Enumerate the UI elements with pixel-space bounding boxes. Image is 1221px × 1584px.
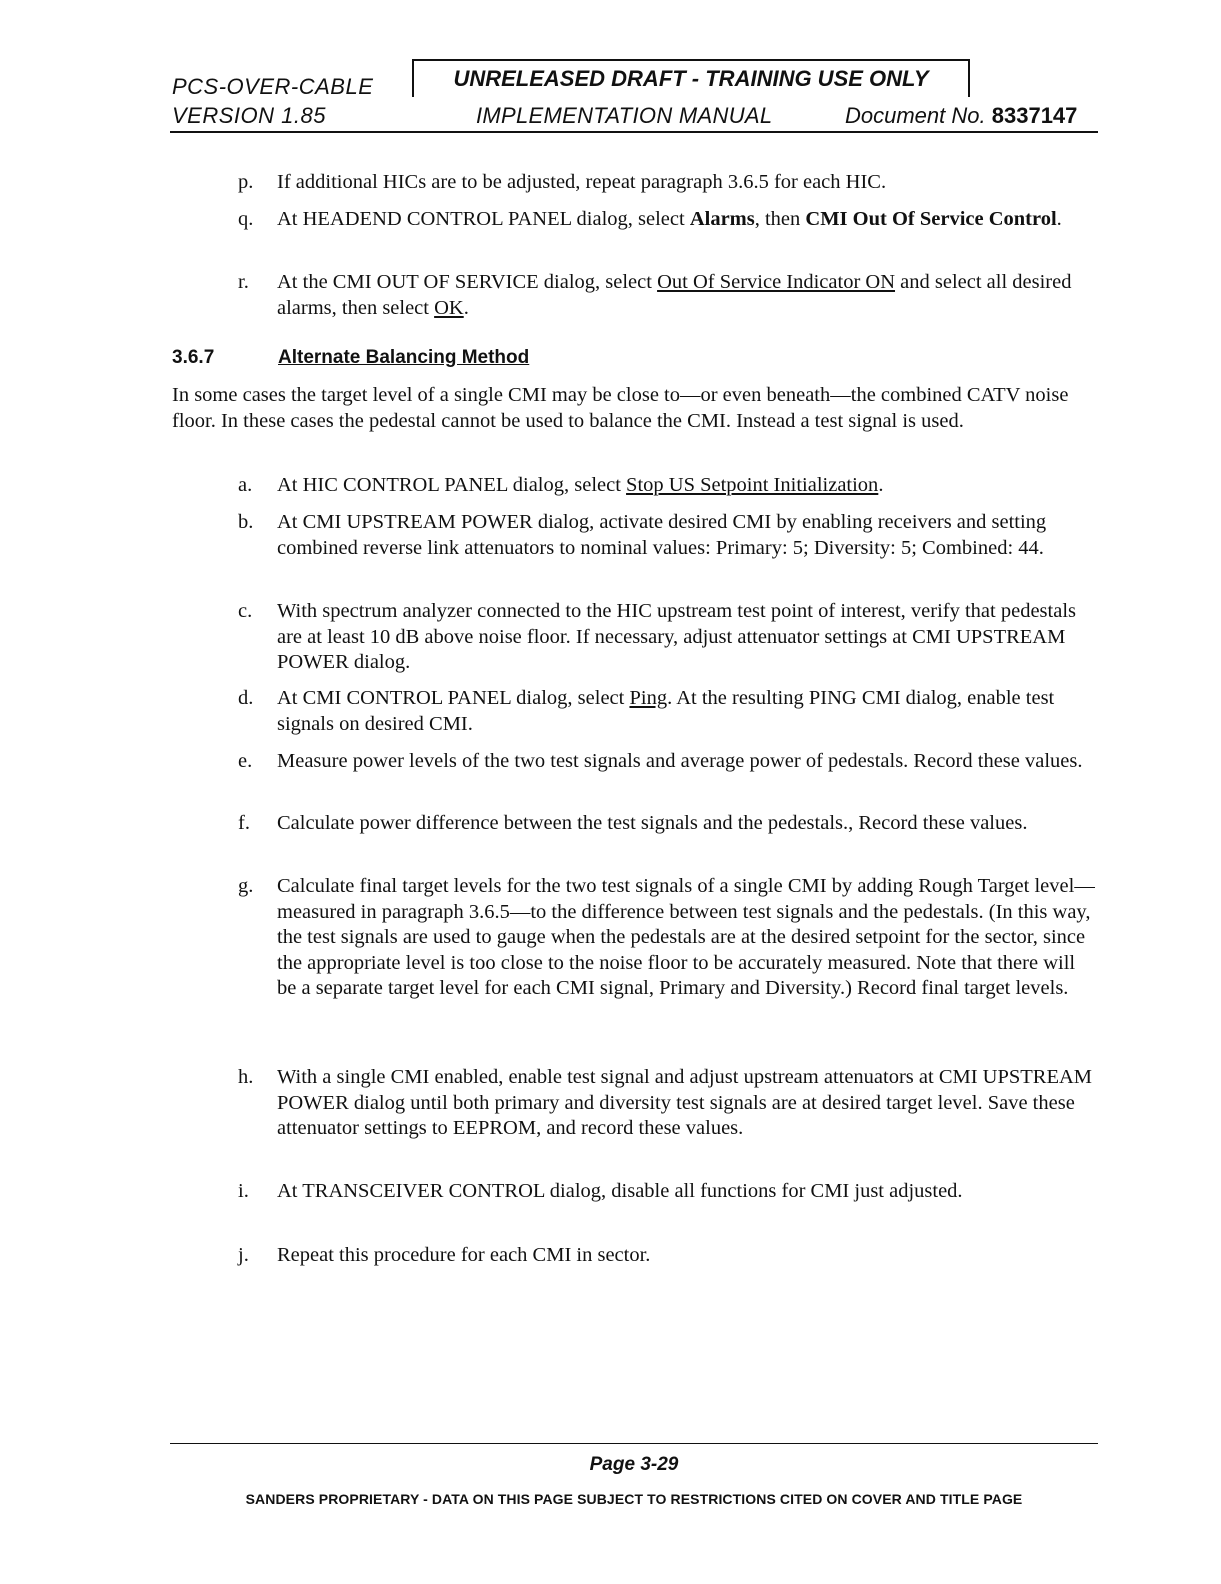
step-text bbox=[277, 749, 1097, 775]
step-text-run: With spectrum analyzer connected to the HIC upstream test point of interest, verify that pedestals are at least 10 dB above noise floor. If necessary, adjust attenuator settings at CMI UPSTREAM POWER dialog. bbox=[277, 600, 1076, 673]
step-text-run: and select all desired alarms, then select bbox=[277, 271, 1072, 319]
step-text bbox=[277, 207, 1097, 233]
step-text-run: . At the resulting PING CMI dialog, enable test signals on desired CMI. bbox=[277, 687, 1055, 735]
step-text bbox=[277, 599, 1097, 676]
step-label: r. bbox=[238, 271, 249, 293]
step-text-run: If additional HICs are to be adjusted, repeat paragraph 3.6.5 for each HIC. bbox=[277, 171, 887, 193]
step-text-run: With a single CMI enabled, enable test signal and adjust upstream attenuators at CMI UPSTREAM POWER dialog until both primary and diversity test signals are at desired target level. Save these attenuator settings to EEPROM, and record these values. bbox=[277, 1066, 1093, 1139]
step-text-run: . bbox=[1056, 208, 1062, 230]
header-document-number bbox=[845, 103, 1077, 129]
step-label: i. bbox=[238, 1180, 249, 1202]
step-text bbox=[277, 874, 1097, 1002]
footer-rule bbox=[170, 1443, 1098, 1444]
step-label: p. bbox=[238, 171, 254, 193]
header-rule bbox=[170, 131, 1098, 133]
step-text-run: Calculate final target levels for the two test signals of a single CMI by adding Rough Target level—measured in paragraph 3.6.5—to the difference between test signals and the pedestals. (In this way, the test signals are used to gauge when the pedestals are at the desired setpoint for the sector, since the appropriate level is too close to the noise floor to be accurately measured. Note that there will be a separate target level for each CMI signal, Primary and Diversity.) Record final target levels. bbox=[277, 875, 1095, 999]
step-label: h. bbox=[238, 1066, 254, 1088]
header-version: VERSION 1.85 bbox=[172, 103, 326, 128]
step-text-run: Measure power levels of the two test signals and average power of pedestals. Record these values. bbox=[277, 750, 1083, 772]
menu-reference: CMI Out Of Service Control bbox=[805, 208, 1057, 230]
step-text-run: . bbox=[463, 296, 469, 319]
step-text-run: At CMI UPSTREAM POWER dialog, activate desired CMI by enabling receivers and setting combined reverse link attenuators to nominal values: Primary: 5; Diversity: 5; Combined: 44. bbox=[277, 511, 1047, 559]
step-text bbox=[277, 1243, 1097, 1269]
step-label: a. bbox=[238, 474, 253, 496]
step-label: e. bbox=[238, 750, 253, 772]
page-number: Page 3-29 bbox=[589, 1454, 679, 1475]
step-text bbox=[277, 473, 1097, 499]
header-banner: UNRELEASED DRAFT - TRAINING USE ONLY bbox=[453, 66, 929, 91]
header-product: PCS-OVER-CABLE bbox=[172, 74, 374, 99]
section-intro: In some cases the target level of a single CMI may be close to—or even beneath—the combined CATV noise floor. In these cases the pedestal cannot be used to balance the CMI. Instead a test signal is used. bbox=[172, 384, 1069, 432]
step-text-run: At CMI CONTROL PANEL dialog, select bbox=[277, 687, 630, 709]
step-text bbox=[277, 811, 1097, 837]
step-label: c. bbox=[238, 600, 253, 622]
step-label: f. bbox=[238, 812, 250, 834]
header-manual-title: IMPLEMENTATION MANUAL bbox=[476, 103, 773, 128]
dialog-option-reference: Stop US Setpoint Initialization bbox=[626, 474, 879, 496]
step-text-run: , then bbox=[754, 208, 806, 230]
step-text-run: At HEADEND CONTROL PANEL dialog, select bbox=[277, 208, 690, 230]
step-label: j. bbox=[238, 1244, 249, 1266]
step-text-run: At HIC CONTROL PANEL dialog, select bbox=[277, 474, 627, 496]
step-text bbox=[277, 510, 1097, 561]
step-text-run: Repeat this procedure for each CMI in sector. bbox=[277, 1244, 651, 1266]
doc-number: 8337147 bbox=[991, 103, 1078, 128]
step-text bbox=[277, 686, 1097, 737]
step-label: b. bbox=[238, 511, 254, 533]
dialog-option-reference: Out Of Service Indicator ON bbox=[657, 271, 896, 293]
step-text-run: At TRANSCEIVER CONTROL dialog, disable all functions for CMI just adjusted. bbox=[277, 1180, 963, 1202]
step-label: d. bbox=[238, 687, 254, 709]
step-text bbox=[277, 270, 1097, 321]
proprietary-notice: SANDERS PROPRIETARY - DATA ON THIS PAGE SUBJECT TO RESTRICTIONS CITED ON COVER AND TITLE PAGE bbox=[245, 1491, 1023, 1507]
section-number: 3.6.7 bbox=[172, 347, 215, 368]
section-title: Alternate Balancing Method bbox=[278, 347, 530, 368]
step-text bbox=[277, 1179, 1097, 1205]
step-text bbox=[277, 170, 1097, 196]
dialog-option-reference: Ping bbox=[629, 687, 668, 709]
step-label: g. bbox=[238, 875, 254, 897]
menu-reference: Alarms bbox=[689, 208, 755, 230]
dialog-option-reference: OK bbox=[434, 296, 464, 319]
step-text bbox=[277, 1065, 1097, 1142]
doc-label: Document No. bbox=[845, 103, 986, 128]
step-label: q. bbox=[238, 208, 254, 230]
step-text-run: Calculate power difference between the test signals and the pedestals., Record these values. bbox=[277, 812, 1028, 834]
step-text-run: At the CMI OUT OF SERVICE dialog, select bbox=[277, 271, 658, 293]
step-text-run: . bbox=[878, 474, 884, 496]
